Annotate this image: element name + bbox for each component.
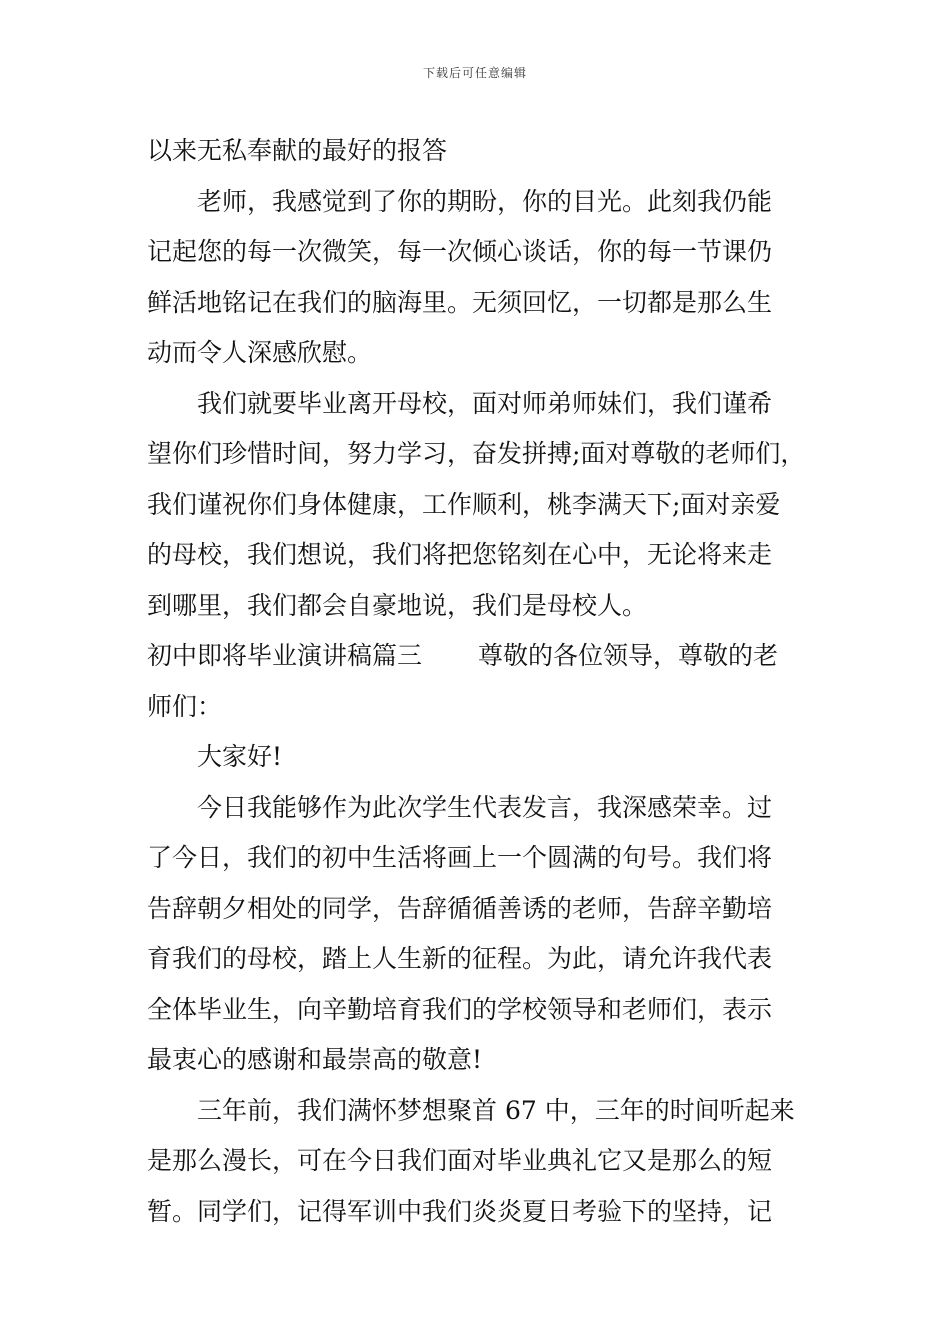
text-line: 育我们的母校，踏上人生新的征程。为此，请允许我代表 (147, 944, 773, 973)
text-line: 暂。同学们，记得军训中我们炎炎夏日考验下的坚持，记 (147, 1196, 773, 1226)
text-line: 是那么漫长，可在今日我们面对毕业典礼它又是那么的短 (147, 1146, 773, 1175)
text-line: 我们谨祝你们身体健康，工作顺利，桃李满天下;面对亲爱 (147, 489, 781, 519)
document-body (147, 126, 819, 1237)
text-line: 到哪里，我们都会自豪地说，我们是母校人。 (147, 590, 648, 620)
text-line: 望你们珍惜时间，努力学习，奋发拼搏;面对尊敬的老师们， (147, 439, 806, 468)
section-title-tail: 尊敬的各位领导，尊敬的老 (478, 641, 779, 670)
text-line: 鲜活地铭记在我们的脑海里。无须回忆，一切都是那么生 (147, 287, 773, 317)
text-line: 三年前，我们满怀梦想聚首 67 中，三年的时间听起来 (197, 1095, 795, 1125)
paragraphs-before-section (147, 126, 819, 631)
text-line: 师们： (147, 691, 223, 721)
text-line: 记起您的每一次微笑，每一次倾心谈话，你的每一节课仍 (147, 237, 773, 266)
text-line: 老师，我感觉到了你的期盼，你的目光。此刻我仍能 (197, 186, 773, 216)
section-title: 初中即将毕业演讲稿篇三 (147, 641, 423, 670)
text-line: 了今日，我们的初中生活将画上一个圆满的句号。我们将 (147, 843, 773, 872)
text-line: 今日我能够作为此次学生代表发言，我深感荣幸。过 (197, 792, 773, 822)
page-header: 下载后可任意编辑 (422, 66, 527, 80)
text-line: 最衷心的感谢和最崇高的敬意! (147, 1045, 483, 1074)
text-line: 动而令人深感欣慰。 (147, 338, 373, 367)
paragraphs-after-section (147, 682, 819, 1238)
text-line: 大家好! (197, 742, 283, 771)
text-line: 全体毕业生，向辛勤培育我们的学校领导和老师们，表示 (147, 994, 773, 1024)
section-title-line (147, 631, 819, 682)
text-line: 的母校，我们想说，我们将把您铭刻在心中，无论将来走 (147, 540, 773, 569)
text-line: 告辞朝夕相处的同学，告辞循循善诱的老师，告辞辛勤培 (147, 893, 773, 923)
text-line: 我们就要毕业离开母校，面对师弟师妹们，我们谨希 (197, 388, 773, 418)
text-line: 以来无私奉献的最好的报答 (147, 136, 448, 165)
